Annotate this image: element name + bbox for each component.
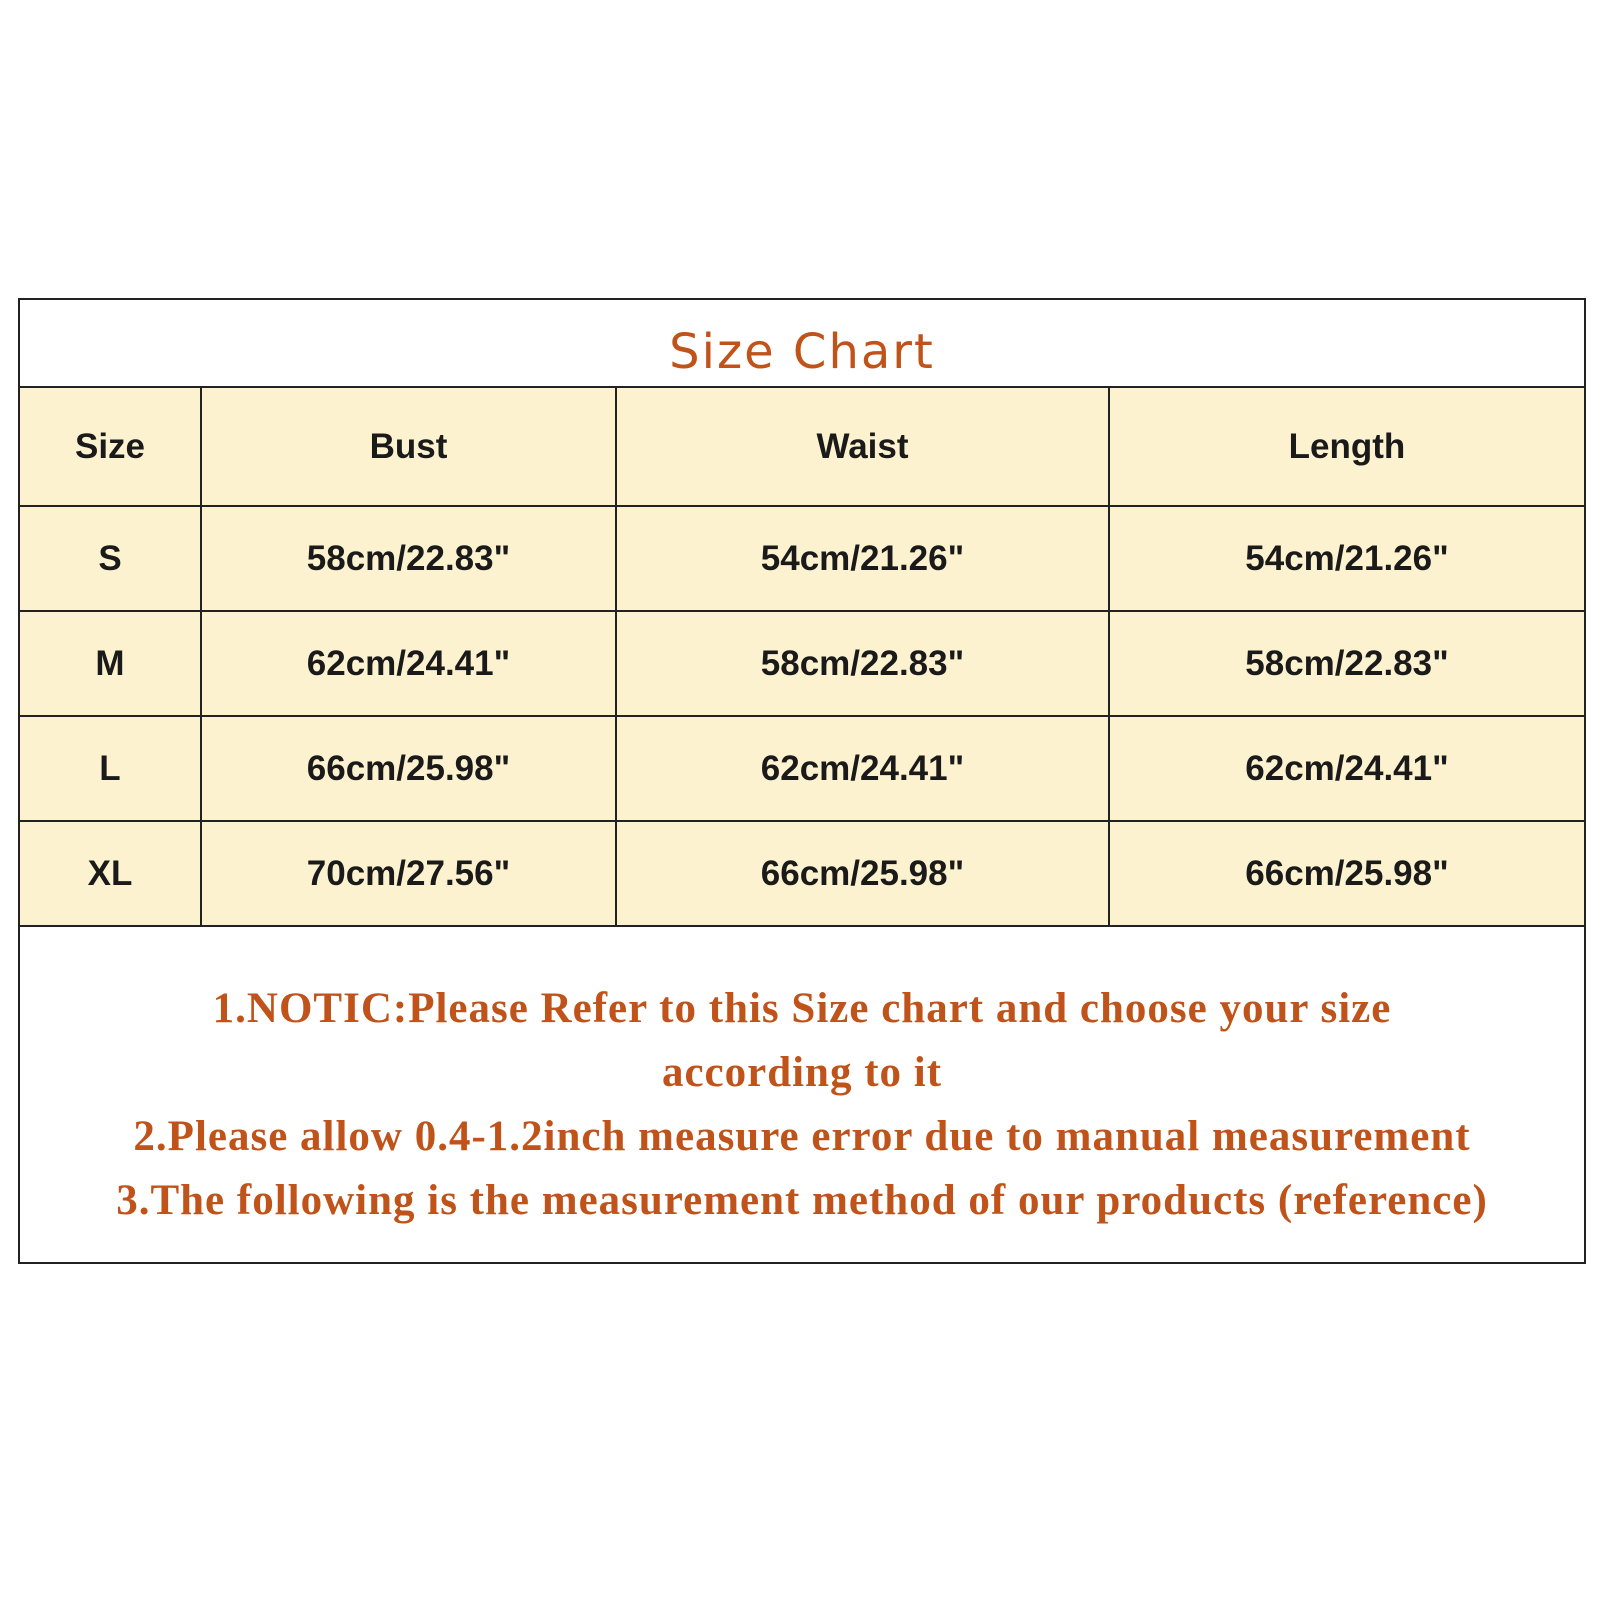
waist-cell: 54cm/21.26" <box>616 506 1109 611</box>
table-row <box>20 716 1584 821</box>
waist-cell: 58cm/22.83" <box>616 611 1109 716</box>
note-line-2: 2.Please allow 0.4-1.2inch measure error due to manual measurement <box>133 1113 1471 1160</box>
table-header-row <box>20 388 1584 506</box>
waist-cell: 62cm/24.41" <box>616 716 1109 821</box>
size-table <box>20 388 1584 927</box>
table-row <box>20 611 1584 716</box>
size-chart <box>18 298 1586 1264</box>
bust-cell: 70cm/27.56" <box>201 821 616 926</box>
size-cell: XL <box>20 821 201 926</box>
length-cell: 58cm/22.83" <box>1109 611 1584 716</box>
note-line-1: 1.NOTIC:Please Refer to this Size chart and choose your size <box>212 985 1392 1032</box>
bust-cell: 62cm/24.41" <box>201 611 616 716</box>
notes <box>20 927 1584 1233</box>
length-cell: 54cm/21.26" <box>1109 506 1584 611</box>
length-cell: 66cm/25.98" <box>1109 821 1584 926</box>
size-cell: M <box>20 611 201 716</box>
chart-title: Size Chart <box>20 300 1584 388</box>
waist-cell: 66cm/25.98" <box>616 821 1109 926</box>
size-cell: L <box>20 716 201 821</box>
note-line-1-continued: according to it <box>661 1049 943 1096</box>
table-row <box>20 506 1584 611</box>
size-cell: S <box>20 506 201 611</box>
header-size: Size <box>20 388 201 506</box>
header-length: Length <box>1109 388 1584 506</box>
header-bust: Bust <box>201 388 616 506</box>
header-waist: Waist <box>616 388 1109 506</box>
bust-cell: 66cm/25.98" <box>201 716 616 821</box>
table-row <box>20 821 1584 926</box>
length-cell: 62cm/24.41" <box>1109 716 1584 821</box>
note-line-3: 3.The following is the measurement method of our products (reference) <box>116 1177 1488 1224</box>
bust-cell: 58cm/22.83" <box>201 506 616 611</box>
